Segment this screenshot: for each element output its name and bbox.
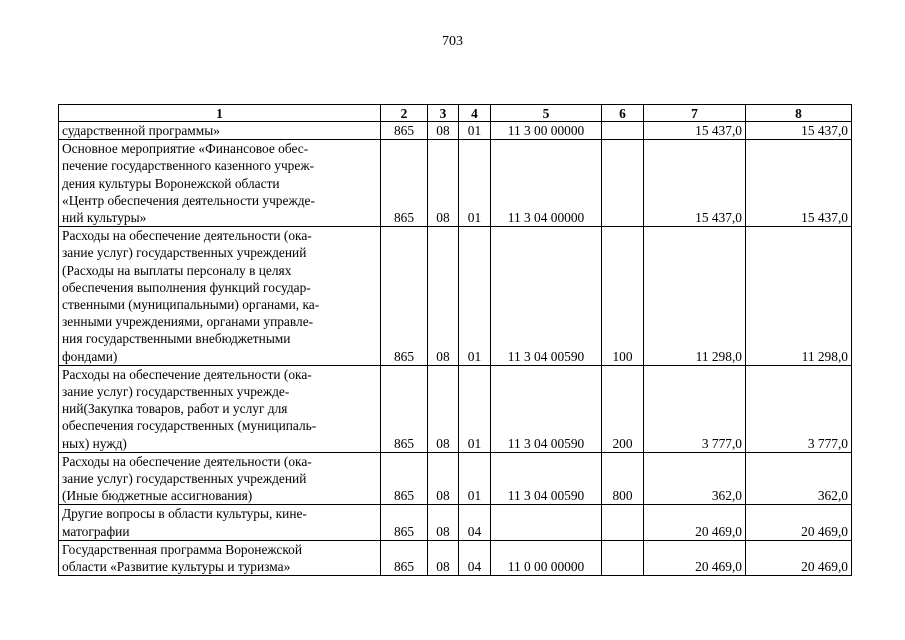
cell-subsection: 01 — [459, 365, 491, 452]
cell-amount-7: 20 469,0 — [644, 540, 746, 575]
cell-amount-8: 20 469,0 — [746, 505, 852, 540]
cell-expense-type: 200 — [602, 365, 644, 452]
cell-amount-7: 15 437,0 — [644, 122, 746, 140]
cell-amount-8: 20 469,0 — [746, 540, 852, 575]
cell-amount-8: 15 437,0 — [746, 122, 852, 140]
cell-subsection: 01 — [459, 140, 491, 227]
cell-amount-8: 11 298,0 — [746, 227, 852, 366]
cell-section: 08 — [428, 365, 459, 452]
cell-ministry-code: 865 — [381, 140, 428, 227]
cell-amount-8: 15 437,0 — [746, 140, 852, 227]
description-line: Расходы на обеспечение деятельности (ока- — [62, 366, 312, 382]
cell-amount-7: 3 777,0 — [644, 365, 746, 452]
description-line: ний культуры» — [62, 210, 147, 226]
description-line: Другие вопросы в области культуры, кине- — [62, 506, 307, 522]
cell-expense-type — [602, 505, 644, 540]
description-line: области «Развитие культуры и туризма» — [62, 559, 291, 575]
cell-amount-8: 3 777,0 — [746, 365, 852, 452]
description-line: дения культуры Воронежской области — [62, 175, 280, 191]
description-line: (Иные бюджетные ассигнования) — [62, 488, 253, 504]
cell-ministry-code: 865 — [381, 365, 428, 452]
description-line: ния государственными внебюджетными — [62, 331, 291, 347]
table-row — [59, 122, 852, 140]
description-line: ных) нужд) — [62, 435, 127, 451]
cell-target-article — [491, 505, 602, 540]
cell-subsection: 04 — [459, 505, 491, 540]
budget-table — [58, 104, 852, 576]
cell-expense-type: 100 — [602, 227, 644, 366]
row-description — [59, 140, 381, 227]
header-col-4: 4 — [459, 105, 491, 122]
cell-expense-type — [602, 122, 644, 140]
description-line: матографии — [62, 523, 130, 539]
header-col-1: 1 — [59, 105, 381, 122]
cell-amount-7: 11 298,0 — [644, 227, 746, 366]
row-description — [59, 365, 381, 452]
cell-expense-type — [602, 140, 644, 227]
cell-ministry-code: 865 — [381, 540, 428, 575]
description-line: фондами) — [62, 348, 118, 364]
description-line: сударственной программы» — [62, 123, 220, 138]
description-line: ний(Закупка товаров, работ и услуг для — [62, 401, 288, 417]
table-row — [59, 540, 852, 575]
cell-subsection: 04 — [459, 540, 491, 575]
description-line: зание услуг) государственных учреждений — [62, 245, 307, 261]
cell-section: 08 — [428, 505, 459, 540]
description-line: зание услуг) государственных учрежде- — [62, 384, 290, 400]
header-col-7: 7 — [644, 105, 746, 122]
cell-section: 08 — [428, 140, 459, 227]
description-line: (Расходы на выплаты персоналу в целях — [62, 262, 292, 278]
header-row — [59, 105, 852, 122]
cell-subsection: 01 — [459, 122, 491, 140]
cell-ministry-code: 865 — [381, 227, 428, 366]
header-col-2: 2 — [381, 105, 428, 122]
header-col-8: 8 — [746, 105, 852, 122]
row-description — [59, 227, 381, 366]
header-col-5: 5 — [491, 105, 602, 122]
cell-subsection: 01 — [459, 227, 491, 366]
page-number: 703 — [442, 34, 463, 49]
table-row — [59, 140, 852, 227]
description-line: зание услуг) государственных учреждений — [62, 471, 307, 487]
description-line: «Центр обеспечения деятельности учрежде- — [62, 192, 315, 208]
description-line: Расходы на обеспечение деятельности (ока- — [62, 228, 312, 244]
cell-ministry-code: 865 — [381, 122, 428, 140]
description-line: Расходы на обеспечение деятельности (ока- — [62, 453, 312, 469]
cell-target-article: 11 0 00 00000 — [491, 540, 602, 575]
row-description — [59, 540, 381, 575]
row-description — [59, 122, 381, 140]
table-row — [59, 365, 852, 452]
description-line: обеспечения государственных (муниципаль- — [62, 418, 317, 434]
description-line: ственными (муниципальными) органами, ка- — [62, 297, 320, 313]
row-description — [59, 452, 381, 505]
header-col-6: 6 — [602, 105, 644, 122]
cell-target-article: 11 3 00 00000 — [491, 122, 602, 140]
cell-section: 08 — [428, 540, 459, 575]
cell-ministry-code: 865 — [381, 452, 428, 505]
cell-section: 08 — [428, 227, 459, 366]
row-description — [59, 505, 381, 540]
description-line: обеспечения выполнения функций государ- — [62, 279, 311, 295]
cell-target-article: 11 3 04 00000 — [491, 140, 602, 227]
cell-target-article: 11 3 04 00590 — [491, 365, 602, 452]
cell-amount-8: 362,0 — [746, 452, 852, 505]
description-line: зенными учреждениями, органами управле- — [62, 314, 314, 330]
cell-subsection: 01 — [459, 452, 491, 505]
cell-amount-7: 20 469,0 — [644, 505, 746, 540]
cell-target-article: 11 3 04 00590 — [491, 452, 602, 505]
cell-amount-7: 362,0 — [644, 452, 746, 505]
header-col-3: 3 — [428, 105, 459, 122]
cell-amount-7: 15 437,0 — [644, 140, 746, 227]
cell-expense-type — [602, 540, 644, 575]
table-row — [59, 227, 852, 366]
cell-target-article: 11 3 04 00590 — [491, 227, 602, 366]
description-line: Государственная программа Воронежской — [62, 541, 303, 557]
cell-ministry-code: 865 — [381, 505, 428, 540]
cell-section: 08 — [428, 452, 459, 505]
cell-expense-type: 800 — [602, 452, 644, 505]
description-line: печение государственного казенного учреж- — [62, 158, 315, 174]
description-line: Основное мероприятие «Финансовое обес- — [62, 141, 309, 157]
table-row — [59, 452, 852, 505]
table-row — [59, 505, 852, 540]
cell-section: 08 — [428, 122, 459, 140]
